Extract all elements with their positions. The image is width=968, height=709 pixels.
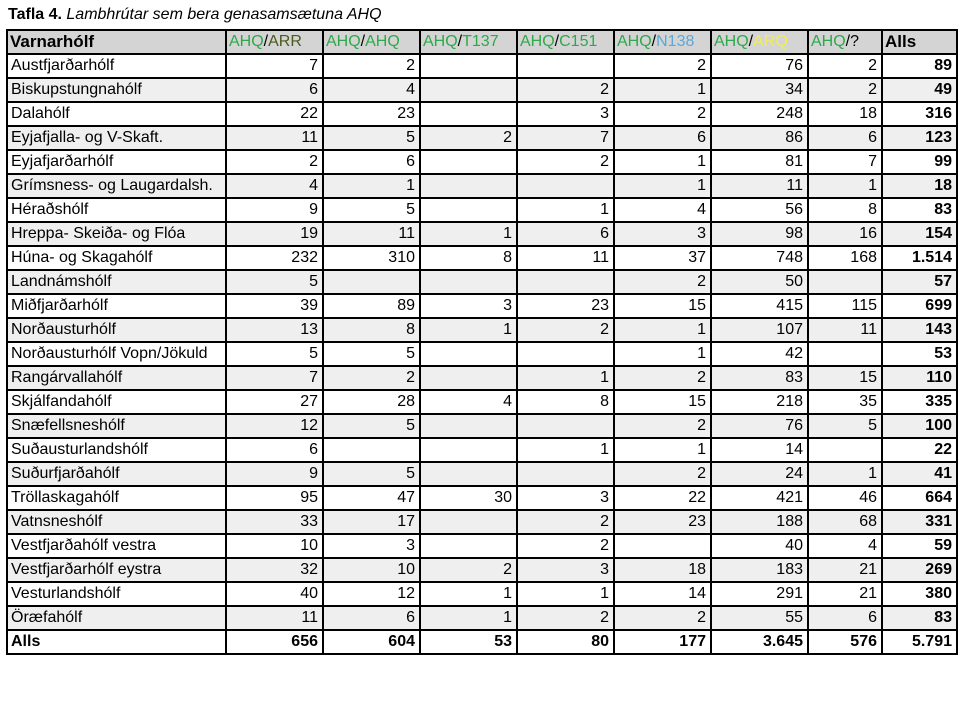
value-cell: [614, 534, 711, 558]
value-cell: 22: [226, 102, 323, 126]
value-cell: 21: [808, 558, 882, 582]
genotype-table: [6, 29, 958, 655]
header-col-5: AHQ/N138: [614, 30, 711, 54]
table-row: [7, 414, 957, 438]
value-cell: 15: [614, 294, 711, 318]
value-cell: [420, 78, 517, 102]
value-cell: [420, 102, 517, 126]
value-cell: [420, 462, 517, 486]
value-cell: 11: [226, 126, 323, 150]
value-cell: 32: [226, 558, 323, 582]
row-label: Öræfahólf: [7, 606, 226, 630]
value-cell: 11: [323, 222, 420, 246]
value-cell: [420, 534, 517, 558]
row-label: Eyjafjarðarhólf: [7, 150, 226, 174]
value-cell: 4: [226, 174, 323, 198]
row-label: Landnámshólf: [7, 270, 226, 294]
value-cell: 19: [226, 222, 323, 246]
row-label: Héraðshólf: [7, 198, 226, 222]
value-cell: 1: [517, 366, 614, 390]
value-cell: 168: [808, 246, 882, 270]
value-cell: 3: [517, 102, 614, 126]
table-row: [7, 486, 957, 510]
total-cell: 604: [323, 630, 420, 654]
table-row: [7, 510, 957, 534]
value-cell: [517, 414, 614, 438]
value-cell: 11: [226, 606, 323, 630]
row-label: Skjálfandahólf: [7, 390, 226, 414]
value-cell: 218: [711, 390, 808, 414]
value-cell: 98: [711, 222, 808, 246]
row-total-cell: 110: [882, 366, 957, 390]
value-cell: 8: [517, 390, 614, 414]
caption-label: Tafla 4.: [8, 6, 62, 23]
value-cell: 23: [323, 102, 420, 126]
value-cell: 1: [808, 462, 882, 486]
value-cell: 5: [226, 270, 323, 294]
value-cell: [420, 438, 517, 462]
table-row: [7, 366, 957, 390]
table-row: [7, 246, 957, 270]
table-caption: [8, 4, 382, 26]
value-cell: 291: [711, 582, 808, 606]
row-label: Norðausturhólf Vopn/Jökuld: [7, 342, 226, 366]
value-cell: 5: [323, 462, 420, 486]
value-cell: 40: [226, 582, 323, 606]
table-row: [7, 558, 957, 582]
row-label: Vatnsneshólf: [7, 510, 226, 534]
table-row: [7, 54, 957, 78]
value-cell: 2: [517, 606, 614, 630]
value-cell: 2: [614, 462, 711, 486]
value-cell: 42: [711, 342, 808, 366]
value-cell: 11: [517, 246, 614, 270]
value-cell: 232: [226, 246, 323, 270]
row-total-cell: 154: [882, 222, 957, 246]
value-cell: 18: [808, 102, 882, 126]
value-cell: 4: [808, 534, 882, 558]
value-cell: [323, 270, 420, 294]
value-cell: 11: [808, 318, 882, 342]
value-cell: 7: [226, 54, 323, 78]
row-total-cell: 269: [882, 558, 957, 582]
grand-total-cell: 5.791: [882, 630, 957, 654]
row-total-cell: 1.514: [882, 246, 957, 270]
header-col-2: AHQ/AHQ: [323, 30, 420, 54]
header-col-7: AHQ/?: [808, 30, 882, 54]
value-cell: 15: [614, 390, 711, 414]
table-row: [7, 462, 957, 486]
value-cell: 81: [711, 150, 808, 174]
row-label: Rangárvallahólf: [7, 366, 226, 390]
value-cell: 1: [420, 318, 517, 342]
value-cell: [420, 510, 517, 534]
table-row: [7, 606, 957, 630]
row-total-cell: 99: [882, 150, 957, 174]
value-cell: 23: [614, 510, 711, 534]
value-cell: 5: [226, 342, 323, 366]
value-cell: 2: [614, 606, 711, 630]
row-total-cell: 664: [882, 486, 957, 510]
value-cell: 24: [711, 462, 808, 486]
table-row: [7, 438, 957, 462]
header-row: [7, 30, 957, 54]
value-cell: 7: [808, 150, 882, 174]
value-cell: 1: [808, 174, 882, 198]
value-cell: 9: [226, 198, 323, 222]
value-cell: 50: [711, 270, 808, 294]
value-cell: 1: [517, 582, 614, 606]
table-row: [7, 270, 957, 294]
value-cell: 2: [517, 78, 614, 102]
value-cell: 8: [420, 246, 517, 270]
value-cell: 1: [420, 606, 517, 630]
table-row: [7, 174, 957, 198]
caption-title: Lambhrútar sem bera genasamsætuna AHQ: [66, 6, 382, 23]
value-cell: 115: [808, 294, 882, 318]
value-cell: 248: [711, 102, 808, 126]
value-cell: 2: [226, 150, 323, 174]
value-cell: 13: [226, 318, 323, 342]
value-cell: 5: [323, 414, 420, 438]
value-cell: 46: [808, 486, 882, 510]
value-cell: [420, 54, 517, 78]
value-cell: 3: [517, 486, 614, 510]
value-cell: 2: [323, 366, 420, 390]
value-cell: 4: [323, 78, 420, 102]
value-cell: 421: [711, 486, 808, 510]
value-cell: 34: [711, 78, 808, 102]
table-row: [7, 582, 957, 606]
value-cell: 2: [420, 126, 517, 150]
value-cell: 10: [323, 558, 420, 582]
value-cell: 12: [226, 414, 323, 438]
value-cell: 1: [420, 222, 517, 246]
value-cell: 1: [614, 78, 711, 102]
value-cell: 39: [226, 294, 323, 318]
value-cell: 6: [808, 126, 882, 150]
value-cell: 1: [614, 342, 711, 366]
value-cell: 95: [226, 486, 323, 510]
value-cell: 17: [323, 510, 420, 534]
row-total-cell: 59: [882, 534, 957, 558]
value-cell: 6: [323, 606, 420, 630]
header-varnarholf: Varnarhólf: [7, 30, 226, 54]
value-cell: [420, 198, 517, 222]
row-total-cell: 89: [882, 54, 957, 78]
row-total-cell: 57: [882, 270, 957, 294]
row-total-cell: 53: [882, 342, 957, 366]
value-cell: 86: [711, 126, 808, 150]
table-row: [7, 294, 957, 318]
value-cell: [420, 342, 517, 366]
row-total-cell: 335: [882, 390, 957, 414]
value-cell: 6: [226, 438, 323, 462]
value-cell: [420, 414, 517, 438]
value-cell: 37: [614, 246, 711, 270]
value-cell: 14: [711, 438, 808, 462]
value-cell: [808, 270, 882, 294]
row-total-cell: 123: [882, 126, 957, 150]
value-cell: [808, 438, 882, 462]
value-cell: 2: [614, 54, 711, 78]
value-cell: 9: [226, 462, 323, 486]
value-cell: 7: [517, 126, 614, 150]
value-cell: 107: [711, 318, 808, 342]
value-cell: 1: [614, 174, 711, 198]
value-cell: 1: [323, 174, 420, 198]
row-total-cell: 83: [882, 606, 957, 630]
value-cell: 5: [808, 414, 882, 438]
value-cell: 1: [517, 438, 614, 462]
row-label: Austfjarðarhólf: [7, 54, 226, 78]
value-cell: 6: [517, 222, 614, 246]
header-col-1: AHQ/ARR: [226, 30, 323, 54]
value-cell: [517, 342, 614, 366]
value-cell: 8: [323, 318, 420, 342]
value-cell: 1: [614, 438, 711, 462]
table-row: [7, 222, 957, 246]
value-cell: 16: [808, 222, 882, 246]
value-cell: 5: [323, 198, 420, 222]
value-cell: 4: [614, 198, 711, 222]
value-cell: [808, 342, 882, 366]
row-total-cell: 49: [882, 78, 957, 102]
row-label: Norðausturhólf: [7, 318, 226, 342]
header-col-4: AHQ/C151: [517, 30, 614, 54]
row-total-cell: 83: [882, 198, 957, 222]
value-cell: [517, 462, 614, 486]
value-cell: 188: [711, 510, 808, 534]
table-row: [7, 318, 957, 342]
value-cell: 2: [808, 78, 882, 102]
total-cell: 576: [808, 630, 882, 654]
value-cell: 28: [323, 390, 420, 414]
value-cell: 11: [711, 174, 808, 198]
table-row: [7, 78, 957, 102]
value-cell: 4: [420, 390, 517, 414]
value-cell: 183: [711, 558, 808, 582]
value-cell: 2: [323, 54, 420, 78]
value-cell: 3: [420, 294, 517, 318]
value-cell: [420, 366, 517, 390]
value-cell: 6: [808, 606, 882, 630]
total-cell: 3.645: [711, 630, 808, 654]
table-row: [7, 126, 957, 150]
value-cell: 30: [420, 486, 517, 510]
row-label: Húna- og Skagahólf: [7, 246, 226, 270]
value-cell: 21: [808, 582, 882, 606]
row-total-cell: 100: [882, 414, 957, 438]
row-total-cell: 18: [882, 174, 957, 198]
value-cell: 5: [323, 126, 420, 150]
row-total-cell: 380: [882, 582, 957, 606]
row-total-cell: 143: [882, 318, 957, 342]
value-cell: 10: [226, 534, 323, 558]
value-cell: [517, 174, 614, 198]
row-total-cell: 316: [882, 102, 957, 126]
row-total-cell: 41: [882, 462, 957, 486]
value-cell: 35: [808, 390, 882, 414]
value-cell: 310: [323, 246, 420, 270]
value-cell: 6: [323, 150, 420, 174]
table-row: [7, 534, 957, 558]
value-cell: 27: [226, 390, 323, 414]
value-cell: 2: [517, 150, 614, 174]
value-cell: 1: [517, 198, 614, 222]
value-cell: 5: [323, 342, 420, 366]
row-total-cell: 699: [882, 294, 957, 318]
value-cell: 22: [614, 486, 711, 510]
table-row: [7, 102, 957, 126]
value-cell: 2: [517, 318, 614, 342]
value-cell: 3: [614, 222, 711, 246]
value-cell: 2: [420, 558, 517, 582]
value-cell: [517, 54, 614, 78]
value-cell: 2: [808, 54, 882, 78]
value-cell: 6: [226, 78, 323, 102]
row-label: Vesturlandshólf: [7, 582, 226, 606]
total-cell: 177: [614, 630, 711, 654]
value-cell: 89: [323, 294, 420, 318]
value-cell: 1: [614, 150, 711, 174]
value-cell: [517, 270, 614, 294]
value-cell: 23: [517, 294, 614, 318]
value-cell: [420, 174, 517, 198]
value-cell: 15: [808, 366, 882, 390]
value-cell: 12: [323, 582, 420, 606]
value-cell: 3: [323, 534, 420, 558]
value-cell: 83: [711, 366, 808, 390]
value-cell: 2: [614, 102, 711, 126]
value-cell: 76: [711, 414, 808, 438]
value-cell: 18: [614, 558, 711, 582]
row-total-cell: 22: [882, 438, 957, 462]
value-cell: 56: [711, 198, 808, 222]
header-col-3: AHQ/T137: [420, 30, 517, 54]
value-cell: 33: [226, 510, 323, 534]
value-cell: [420, 270, 517, 294]
total-row-label: Alls: [7, 630, 226, 654]
row-label: Vestfjarðahólf vestra: [7, 534, 226, 558]
value-cell: 40: [711, 534, 808, 558]
value-cell: 68: [808, 510, 882, 534]
value-cell: 6: [614, 126, 711, 150]
row-label: Grímsness- og Laugardalsh.: [7, 174, 226, 198]
total-cell: 80: [517, 630, 614, 654]
row-total-cell: 331: [882, 510, 957, 534]
value-cell: 3: [517, 558, 614, 582]
value-cell: 2: [517, 534, 614, 558]
row-label: Suðausturlandshólf: [7, 438, 226, 462]
table-row: [7, 390, 957, 414]
total-cell: 53: [420, 630, 517, 654]
row-label: Biskupstungnahólf: [7, 78, 226, 102]
row-label: Suðurfjarðahólf: [7, 462, 226, 486]
value-cell: 1: [614, 318, 711, 342]
table-row: [7, 198, 957, 222]
header-col-6: AHQ/ARQ: [711, 30, 808, 54]
value-cell: 14: [614, 582, 711, 606]
value-cell: [420, 150, 517, 174]
row-label: Hreppa- Skeiða- og Flóa: [7, 222, 226, 246]
row-label: Vestfjarðarhólf eystra: [7, 558, 226, 582]
total-cell: 656: [226, 630, 323, 654]
value-cell: 7: [226, 366, 323, 390]
row-label: Miðfjarðarhólf: [7, 294, 226, 318]
value-cell: 2: [614, 366, 711, 390]
table-row: [7, 342, 957, 366]
row-label: Tröllaskagahólf: [7, 486, 226, 510]
header-alls: Alls: [882, 30, 957, 54]
value-cell: 76: [711, 54, 808, 78]
value-cell: 2: [614, 270, 711, 294]
total-row: [7, 630, 957, 654]
value-cell: 415: [711, 294, 808, 318]
value-cell: 2: [614, 414, 711, 438]
value-cell: 1: [420, 582, 517, 606]
row-label: Dalahólf: [7, 102, 226, 126]
value-cell: 2: [517, 510, 614, 534]
table-row: [7, 150, 957, 174]
value-cell: 47: [323, 486, 420, 510]
value-cell: 748: [711, 246, 808, 270]
value-cell: 55: [711, 606, 808, 630]
row-label: Eyjafjalla- og V-Skaft.: [7, 126, 226, 150]
value-cell: 8: [808, 198, 882, 222]
row-label: Snæfellsneshólf: [7, 414, 226, 438]
value-cell: [323, 438, 420, 462]
